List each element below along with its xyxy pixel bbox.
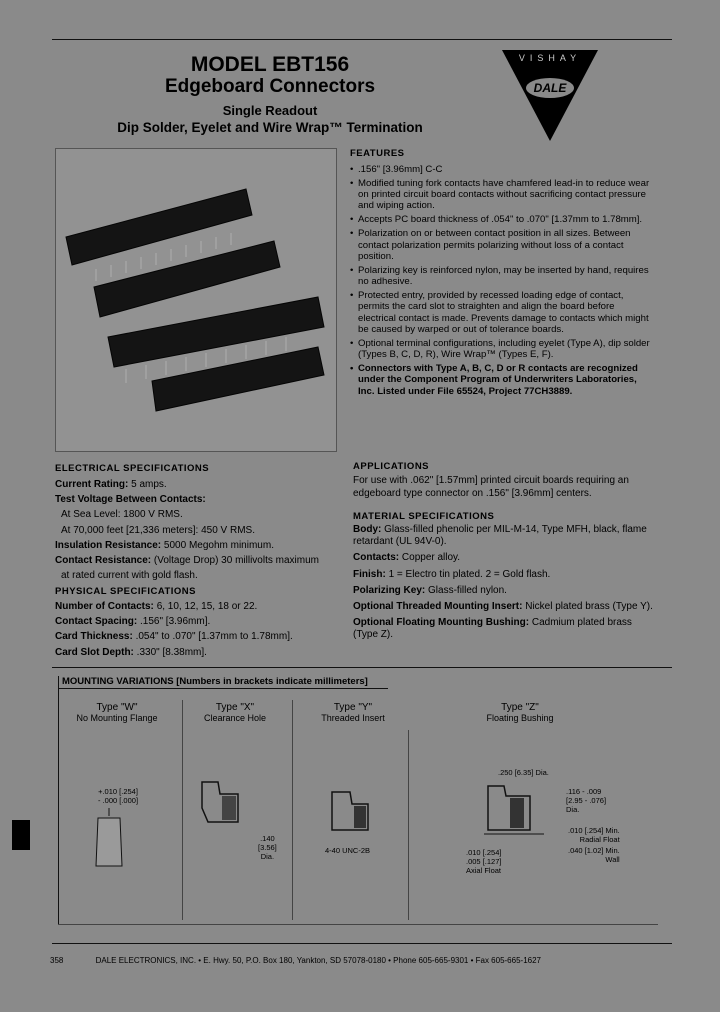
connector-illustration [56, 149, 336, 451]
model-title: MODEL EBT156 [190, 53, 350, 76]
product-photo [55, 148, 337, 452]
y-dim-text: 4-40 UNC-2B [325, 846, 371, 855]
feature-item: • Accepts PC board thickness of .054" to .070" [1.37mm to 1.78mm]. [350, 214, 650, 225]
feature-item: • Optional terminal configurations, including eyelet (Type A), dip solder (Types B, C, D, R), Wire Wrap™ (Types E, F). [350, 338, 650, 361]
physical-row: Card Slot Depth: .330" [8.38mm]. [55, 646, 207, 658]
mounting-variations-title: MOUNTING VARIATIONS [Numbers in brackets indicate millimeters] [62, 676, 368, 687]
applications-text: For use with .062" [1.57mm] printed circuit boards requiring an edgeboard type connector on .156" [3.96mm] centers. [353, 475, 629, 499]
contact-resistance-value: (Voltage Drop) 30 millivolts maximum [153, 555, 319, 567]
z-dim-wall: .040 [1.02] Min. Wall [568, 846, 620, 864]
w-dim-text: +.010 [.254] - .000 [.000] [98, 787, 139, 805]
type-z-drawing [484, 780, 544, 840]
type-y-label: Type "Y" Threaded Insert [321, 702, 385, 723]
feature-item: • .156" [3.96mm] C-C [350, 164, 650, 175]
mv-divider-1 [182, 700, 183, 920]
page-number: 358 [50, 956, 64, 965]
current-label: Current Rating: [55, 479, 129, 490]
mv-bottom-rule [58, 924, 658, 925]
feature-item: • Polarizing key is reinforced nylon, may be inserted by hand, requires no adhesive. [350, 265, 650, 288]
mid-rule [52, 667, 672, 668]
top-rule [52, 39, 672, 40]
type-x-label: Type "X" Clearance Hole [203, 702, 267, 723]
footer-address: DALE ELECTRONICS, INC. • E. Hwy. 50, P.O. Box 180, Yankton, SD 57078-0180 • Phone 605-665-9301 • Fax 605-665-1627 [95, 956, 541, 965]
physical-row: Number of Contacts: 6, 10, 12, 15, 18 or 22. [55, 601, 258, 612]
sea-level-value: At Sea Level: 1800 V RMS. [61, 509, 183, 521]
features-list [350, 164, 650, 399]
type-w-drawing [92, 808, 132, 868]
type-w-label: Type "W" No Mounting Flange [76, 702, 158, 723]
physical-heading: PHYSICAL SPECIFICATIONS [55, 586, 196, 597]
mv-divider-2 [292, 700, 293, 920]
altitude-value: At 70,000 feet [21,336 meters]: 450 V RMS. [61, 524, 255, 536]
physical-row: Card Thickness: .054" to .070" [1.37mm to 1.78mm]. [55, 631, 293, 643]
type-x-drawing [198, 778, 258, 828]
edge-marker [12, 820, 30, 850]
footer-rule [52, 943, 672, 944]
z-dim-right: .116 - .009 [2.95 - .076] Dia. [566, 787, 607, 814]
mv-divider-3 [408, 730, 409, 920]
insulation-value: 5000 Megohm minimum. [163, 539, 274, 551]
material-specs: Body: Glass-filled phenolic per MIL-M-14, Type MFH, black, flame retardant (UL 94V-0). Contacts: Copper alloy. Finish: 1 = Electro tin plated. 2 = Gold flash. Polarizing Key: Glass-filled nylon. Optional Threaded Mounting Insert: Nickel plated brass (Type Y). Optional Floating Mounting Bushing: Cadmium plated brass (Type Z). [353, 524, 653, 641]
electrical-heading: ELECTRICAL SPECIFICATIONS [55, 463, 210, 474]
z-dim-axial: .010 [.254] .005 [.127] Axial Float [466, 848, 502, 875]
type-y-drawing [328, 788, 378, 838]
insulation-label: Insulation Resistance: [55, 539, 162, 551]
physical-specs [55, 599, 345, 660]
logo-main-text: DALE [533, 81, 567, 95]
footer [50, 956, 670, 965]
subtitle-termination: Dip Solder, Eyelet and Wire Wrap™ Termination [117, 120, 423, 135]
vishay-dale-logo [500, 48, 600, 143]
product-title: Edgeboard Connectors [164, 76, 376, 97]
features-heading: FEATURES [350, 148, 405, 159]
subtitle-readout: Single Readout [222, 103, 318, 118]
z-dim-radial: .010 [.254] Min. Radial Float [568, 826, 620, 844]
electrical-specs [55, 477, 345, 583]
mv-left-border [58, 676, 59, 924]
applications-heading: APPLICATIONS [353, 461, 430, 472]
test-voltage-label: Test Voltage Between Contacts: [55, 494, 206, 506]
x-dim-text: .140 [3.56] Dia. [258, 834, 277, 861]
mv-title-box-bottom [58, 688, 388, 689]
physical-row: Contact Spacing: .156" [3.96mm]. [55, 616, 211, 628]
logo-top-text: VISHAY [518, 53, 582, 63]
feature-item: • Protected entry, provided by recessed loading edge of contact, permits the card slot to straighten and align the board before electrical contact is made. Prevents damage to contacts which might be caused by warped or out of tolerance boards. [350, 290, 650, 335]
type-z-label: Type "Z" Floating Bushing [486, 702, 554, 723]
feature-item-ul: • Connectors with Type A, B, C, D or R contacts are recognized under the Component Program of Underwriters Laboratories, Inc. Listed under File 65524, Project 77CH3889. [350, 363, 650, 397]
contact-resistance-label: Contact Resistance: [55, 555, 152, 567]
material-heading: MATERIAL SPECIFICATIONS [353, 511, 495, 522]
feature-item: • Modified tuning fork contacts have chamfered lead-in to reduce wear on printed circuit board contacts without sacrificing contact pressure and wiping action. [350, 178, 650, 212]
contact-resistance-value2: at rated current with gold flash. [61, 570, 198, 582]
current-value: 5 amps. [131, 479, 167, 490]
z-dim-top: .250 [6.35] Dia. [498, 768, 549, 777]
feature-item: • Polarization on or between contact position in all sizes. Between contact polarization permits polarizing without loss of a contact position. [350, 228, 650, 262]
